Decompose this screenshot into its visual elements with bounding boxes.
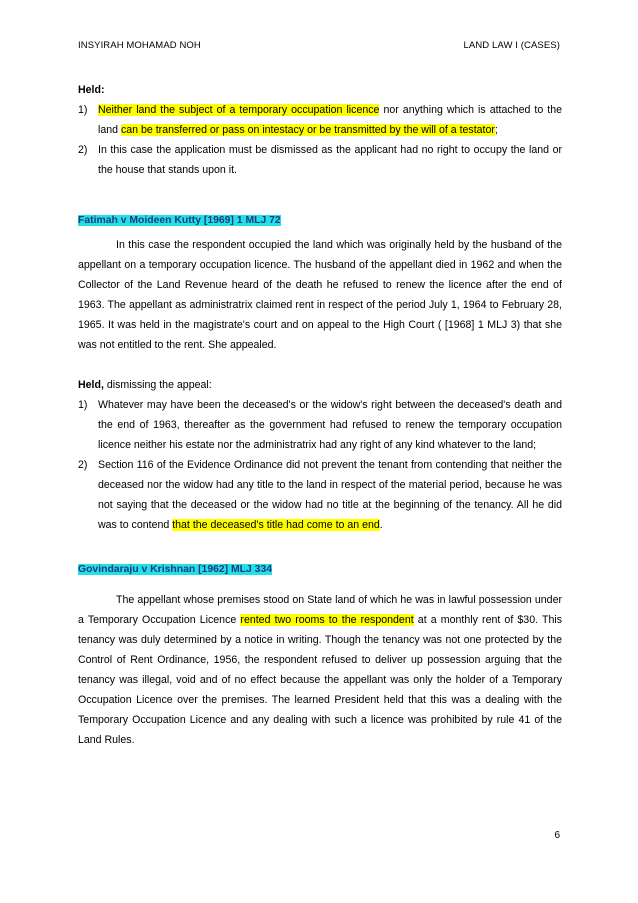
highlighted-text: that the deceased's title had come to an end [172,519,380,531]
case-body-fatimah: In this case the respondent occupied the land which was originally held by the husband of the appellant on a temporary occupation licence. The husband of the appellant died in 1962 and when the Collector of the Land Revenue heard of the death he refused to renew the licence after the end of 1963. The appellant as administratrix claimed rent in respect of the period July 1, 1964 to February 28, 1965. It was held in the magistrate's court and on appeal to the High Court ( [1968] 1 MLJ 3) that she was not entitled to the rent. She appealed. [78,239,562,351]
list-number: 1) [78,399,88,411]
header-subject: LAND LAW I (CASES) [463,40,560,51]
item-text: Section 116 of the Evidence Ordinance did not prevent the tenant from contending that neither the deceased nor the widow had any title to the land in respect of the material period, because he was not saying that the deceased or the widow had no title at the beginning of the tenancy. All he did was to contend [98,459,562,531]
fatimah-item-1 [78,395,562,455]
body-text: at a monthly rent of $30. This tenancy was duly determined by a notice in writing. Though the tenancy was not one protected by the Control of Rent Ordinance, 1956, the respondent refused to deliver up possession arguing that the tenancy was illegal, void and of no effect because the appellant was only the holder of a Temporary Occupation Licence over the premises. The learned President held that this was a dealing with the Temporary Occupation Licence and any dealing with such a licence was prohibited by rule 41 of the Land Rules. [78,614,562,746]
highlighted-text: can be transferred or pass on intestacy or be transmitted by the will of a testator [120,124,495,136]
held-rest: dismissing the appeal: [103,379,212,391]
held-dismissing [78,375,562,395]
fatimah-item-2 [78,455,562,535]
page-content [78,80,562,750]
case-title-govindaraju: Govindaraju v Krishnan [1962] MLJ 334 [78,564,273,575]
item-text: Whatever may have been the deceased's or the widow's right between the deceased's death and the end of 1963, thereafter as the government had refused to renew the temporary occupation licence neither his estate nor the administratrix had any right of any kind whatever to the land; [98,399,562,451]
held-heading [78,80,562,100]
held-list [78,100,562,180]
list-number: 2) [78,459,88,471]
case-heading [78,559,562,580]
list-number: 2) [78,144,88,156]
header-author: INSYIRAH MOHAMAD NOH [78,40,201,51]
held-item-2 [78,140,562,180]
case-title-fatimah: Fatimah v Moideen Kutty [1969] 1 MLJ 72 [78,215,281,226]
case-heading [78,210,562,231]
highlighted-text: rented two rooms to the respondent [240,614,414,626]
held-heading-text: Held: [78,84,105,96]
fatimah-held-list [78,395,562,535]
item-text: . [379,519,383,531]
body-text: The appellant whose premises stood on State land of which he was in lawful possession under a Temporary Occupation Licence [78,594,562,626]
page-number: 6 [554,830,560,841]
page-header [78,40,560,54]
case-body-govindaraju [78,590,562,750]
item-text: In this case the application must be dismissed as the applicant had no right to occupy the land or the house that stands upon it. [98,144,562,176]
list-number: 1) [78,104,88,116]
item-text: nor anything which is attached to the land [98,104,562,136]
highlighted-text: Neither land the subject of a temporary occupation licence [98,104,380,116]
item-text: ; [494,124,498,136]
held-bold: Held, [78,379,104,391]
held-item-1 [78,100,562,140]
